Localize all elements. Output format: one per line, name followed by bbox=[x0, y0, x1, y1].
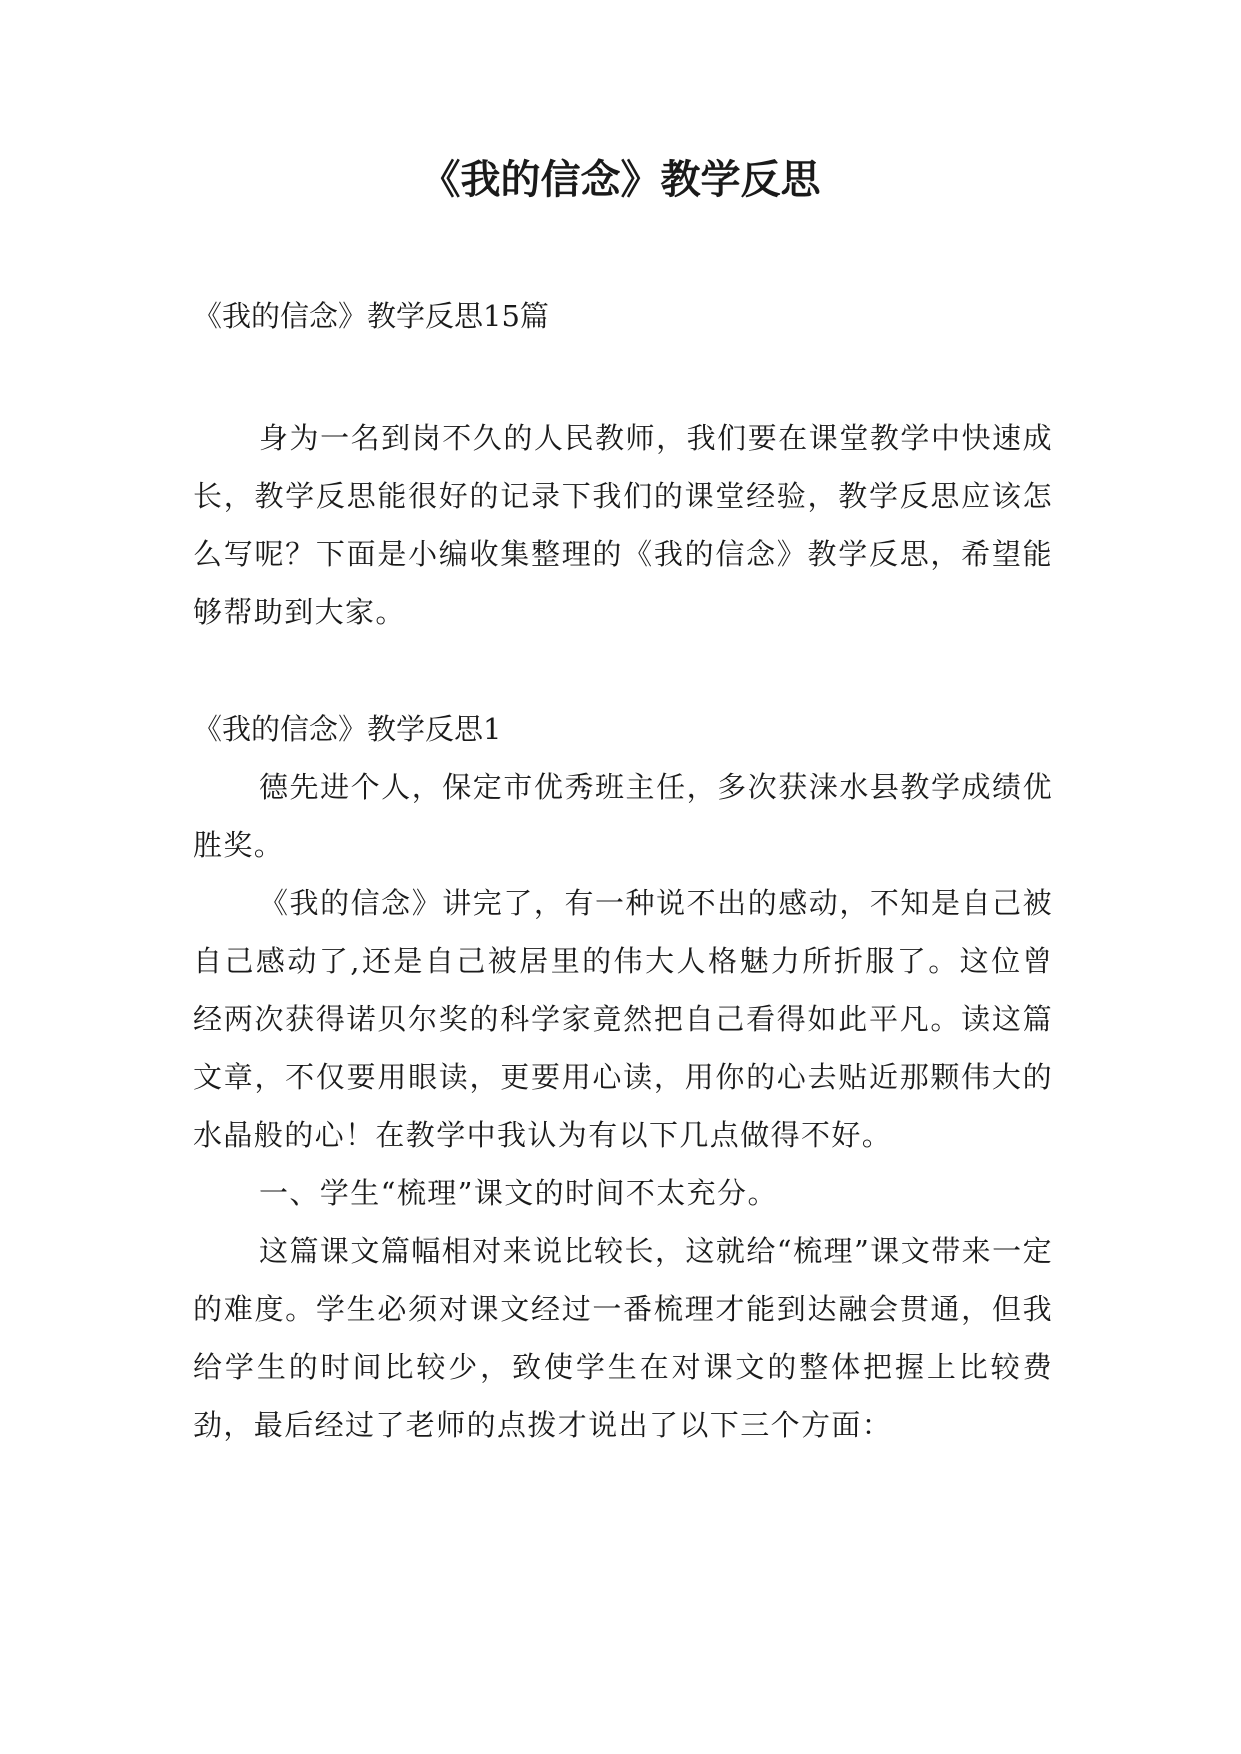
intro-paragraph: 身为一名到岗不久的人民教师，我们要在课堂教学中快速成长，教学反思能很好的记录下我们的课堂经验，教学反思应该怎么写呢？下面是小编收集整理的《我的信念》教学反思，希望能够帮助到大家。 bbox=[193, 421, 1053, 629]
section-1 bbox=[193, 700, 1053, 1454]
body-paragraph: 这篇课文篇幅相对来说比较长，这就给“梳理”课文带来一定的难度。学生必须对课文经过一番梳理才能到达融会贯通，但我给学生的时间比较少，致使学生在对课文的整体把握上比较费劲，最后经过了老师的点拨才说出了以下三个方面： bbox=[193, 1234, 1053, 1442]
body-paragraph: 《我的信念》讲完了，有一种说不出的感动，不知是自己被自己感动了,还是自己被居里的伟大人格魅力所折服了。这位曾经两次获得诺贝尔奖的科学家竟然把自己看得如此平凡。读这篇文章，不仅要用眼读，更要用心读，用你的心去贴近那颗伟大的水晶般的心！在教学中我认为有以下几点做得不好。 bbox=[193, 886, 1053, 1152]
body-paragraph: 德先进个人，保定市优秀班主任，多次获涞水县教学成绩优胜奖。 bbox=[193, 770, 1053, 862]
section-heading: 《我的信念》教学反思1 bbox=[193, 712, 502, 746]
document-subtitle: 《我的信念》教学反思15篇 bbox=[193, 299, 549, 333]
document-title: 《我的信念》教学反思 bbox=[420, 157, 821, 203]
body-paragraph: 一、学生“梳理”课文的时间不太充分。 bbox=[259, 1176, 778, 1210]
